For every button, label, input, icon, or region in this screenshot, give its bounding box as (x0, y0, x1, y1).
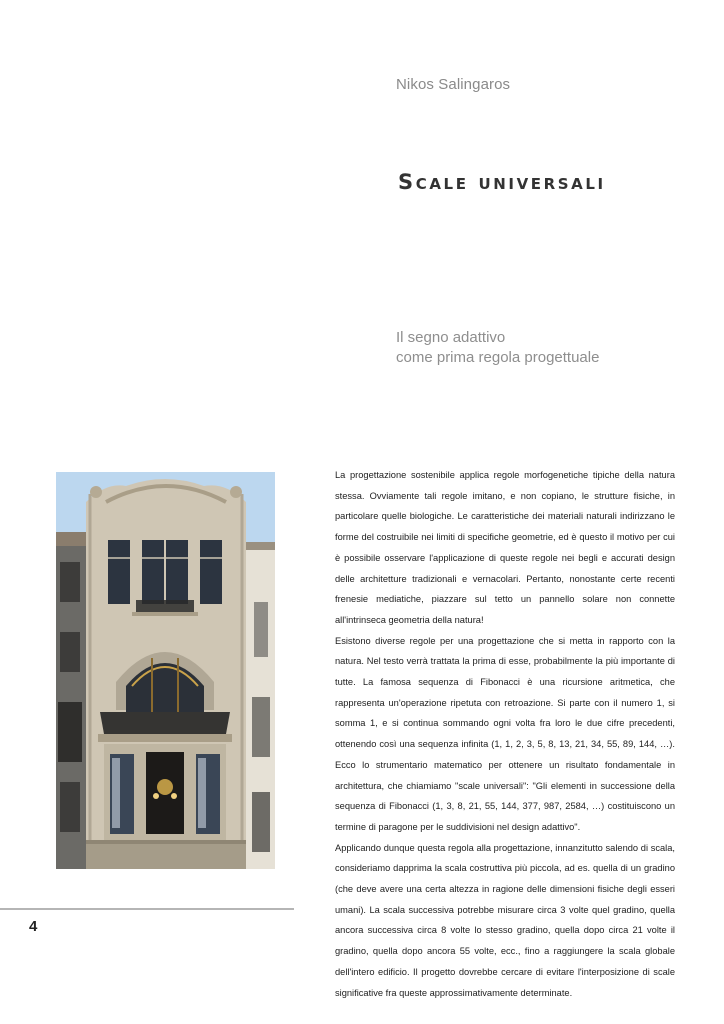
paragraph-1: La progettazione sostenibile applica regole morfogenetiche tipiche della natura stessa. Ovviamente tali regole imitano, e non copiano, le strutture fisiche, in particolare quelle biologiche. Le caratteristiche dei materiali naturali indirizzano le forme del costruibile nei limiti di specifiche geometrie, ed è questo il motivo per cui è possibile osservare l'applicazione di queste regole nei begli e accurati design delle architetture tradizionali e vernacolari. Pertanto, nonostante certe recenti frenesie mediatiche, piazzare sul tetto un pannello solare non connette all'intrinseca geometria della natura! (335, 470, 675, 625)
body-text (335, 465, 675, 1003)
paragraph-2: Esistono diverse regole per una progettazione che si metta in rapporto con la natura. Nel testo verrà trattata la prima di esse, probabilmente la più importante di tutte. La famosa sequenza di Fibonacci è una ricursione aritmetica, che rappresenta un'operazione ripetuta con retroazione. Si parte con il numero 1, si somma 1, e si continua sommando ogni volta fra loro le due cifre precedenti, ottenendo così una sequenza infinita (1, 1, 2, 3, 5, 8, 13, 21, 34, 55, 89, 144, …). Ecco lo strumentario matematico per ottenere un risultato fondamentale in architettura, che chiamiamo "scale universali": "Gli elementi in successione della sequenza di Fibonacci (1, 3, 8, 21, 55, 144, 377, 987, 2584, …) costituiscono un termine di paragone per le suddivisioni nel design adattivo". (335, 635, 675, 832)
subtitle-line-2: come prima regola progettuale (396, 349, 600, 366)
page-number: 4 (29, 918, 38, 935)
subtitle (396, 328, 599, 368)
paragraph-3: Applicando dunque questa regola alla progettazione, innanzitutto salendo di scala, consideriamo dapprima la scala costruttiva più piccola, ad es. quella di un gradino (che deve avere una certa altezza in ragione delle dimensioni fisiche degli esseri umani). La scala successiva potrebbe misurare circa 3 volte quel gradino, quella ancora successiva circa 8 volte lo stesso gradino, quella dopo circa 21 volte il gradino, quella dopo ancora 55 volte, ecc., fino a raggiungere la scala globale dell'intero edificio. Il progetto dovrebbe cercare di evitare l'interposizione di scale significative fra queste approssimativamente determinate. (335, 842, 675, 998)
author-name: Nikos Salingaros (396, 76, 511, 93)
subtitle-line-1: Il segno adattivo (396, 329, 506, 346)
footer-rule (0, 908, 294, 910)
building-photo (56, 472, 275, 869)
page-title: Scale universali (398, 170, 606, 194)
